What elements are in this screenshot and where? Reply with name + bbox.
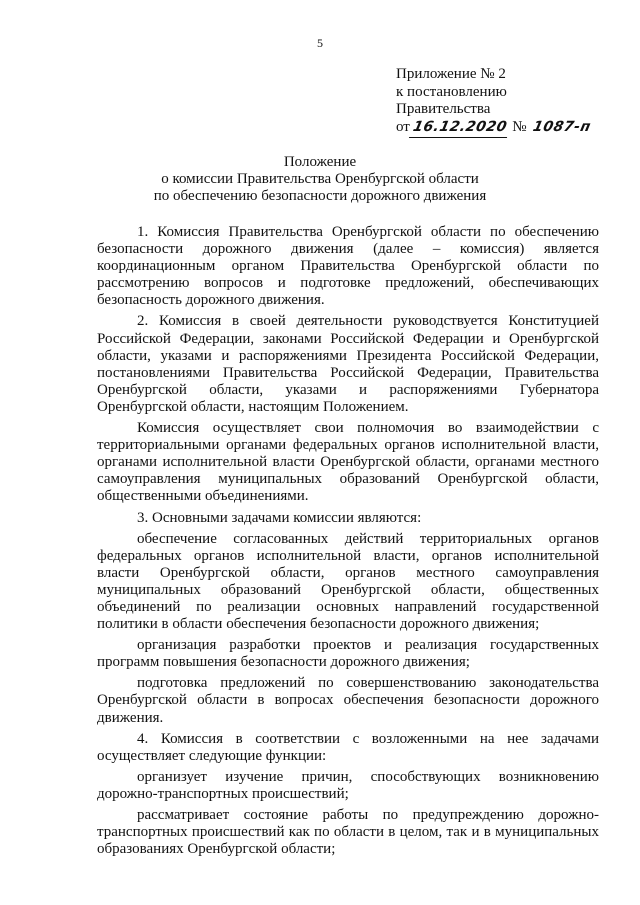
title-line-2: о комиссии Правительства Оренбургской области — [161, 171, 479, 187]
paragraph-5: обеспечение согласованных действий территориальных органов федеральных органов исполнительной власти, органов исполнительной власти Оренбургской области, органов местного самоуправления муниципальных образований Оренбургской области, общественных объединений по реализации основных направлений государственной политики в области обеспечения безопасности дорожного движения; — [97, 530, 599, 633]
title-line-1: Положение — [283, 154, 357, 170]
appendix-line-3: Правительства — [396, 101, 491, 117]
handwritten-date: 16.12.2020 — [409, 119, 511, 138]
paragraph-10: рассматривает состояние работы по предупреждению дорожно-транспортных происшествий как по области в целом, так и в муниципальных образованиях Оренбургской области; — [97, 807, 599, 858]
document-title — [0, 154, 640, 205]
handwritten-number: 1087-п — [530, 118, 592, 135]
paragraph-8: 4. Комиссия в соответствии с возложенными на нее задачами осуществляет следующие функции: — [97, 730, 599, 764]
page-number: 5 — [317, 36, 323, 50]
paragraph-2: 2. Комиссия в своей деятельности руководствуется Конституцией Российской Федерации, законами Российской Федерации и Оренбургской области, указами и распоряжениями Президента Российской Федерации, постановлениями Правительства Российской Федерации, Правительства Оренбургской области, указами и распоряжениями Губернатора Оренбургской области, настоящим Положением. — [97, 313, 599, 415]
appendix-line-2: к постановлению — [396, 83, 507, 100]
appendix-number-label: № — [512, 118, 527, 135]
paragraph-6: организация разработки проектов и реализация государственных программ повышения безопасности дорожного движения; — [97, 637, 599, 671]
paragraph-9: организует изучение причин, способствующих возникновению дорожно-транспортных происшествий; — [97, 768, 599, 802]
appendix-line-1: Приложение № 2 — [396, 66, 506, 82]
paragraph-3: Комиссия осуществляет свои полномочия во взаимодействии с территориальными органами федеральных органов исполнительной власти, органами исполнительной власти Оренбургской области, органами местного самоуправления муниципальных образований Оренбургской области, общественными объединениями. — [97, 420, 599, 505]
paragraph-1: 1. Комиссия Правительства Оренбургской области по обеспечению безопасности дорожного движения (далее – комиссия) является координационным органом Правительства Оренбургской области по рассмотрению вопросов и подготовке предложений, обеспечивающих безопасность дорожного движения. — [97, 224, 599, 309]
title-line-3: по обеспечению безопасности дорожного движения — [153, 188, 487, 204]
paragraph-7: подготовка предложений по совершенствованию законодательства Оренбургской области в вопросах обеспечения безопасности дорожного движения. — [97, 675, 599, 726]
appendix-header — [396, 66, 626, 137]
appendix-date-prefix: от — [396, 118, 410, 135]
document-body — [97, 224, 599, 858]
appendix-date-line — [396, 119, 626, 138]
paragraph-4: 3. Основными задачами комиссии являются: — [137, 509, 422, 526]
